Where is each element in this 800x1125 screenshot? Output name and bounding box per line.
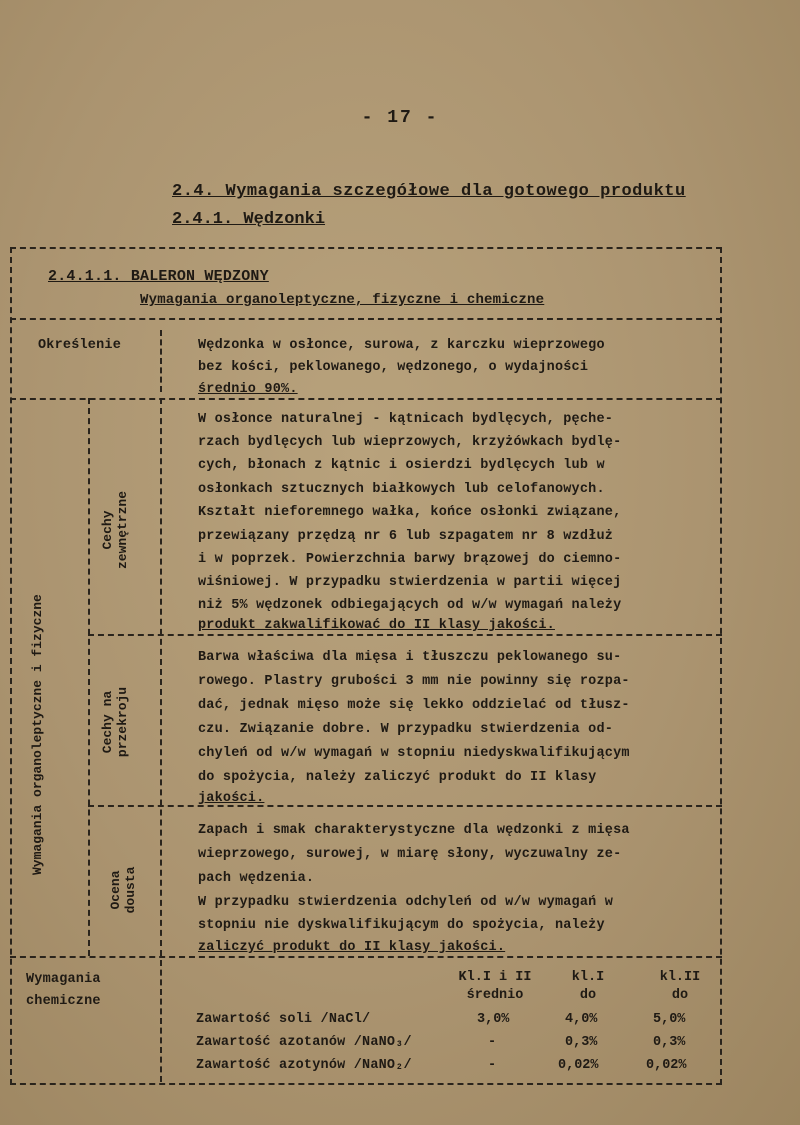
chem-row-avg: 3,0% [477,1012,510,1027]
cross-section-line: do spożycia, należy zaliczyć produkt do II klasy [198,770,597,785]
external-features-label: Cechy zewnętrzne [100,491,130,570]
chem-row-kl2: 5,0% [653,1012,686,1027]
chem-row-name: Zawartość azotanów /NaNO₃/ [196,1035,412,1050]
taste-line: stopniu nie dyskwalifikującym do spożycia, należy [198,918,605,933]
chemical-label: Wymagania [26,972,101,987]
external-line: osłonkach sztucznych białkowych lub celofanowych. [198,482,605,497]
cross-section-label: Cechy na przekroju [100,686,130,758]
rule-group-divider [88,398,90,956]
rule-subgroup-divider [160,398,162,956]
rule-under-definition [10,398,722,400]
chem-row-kl1: 0,3% [565,1035,598,1050]
cross-section-line: rowego. Plastry grubości 3 mm nie powinny się rozpa- [198,674,630,689]
chem-row-kl2: 0,02% [646,1058,687,1073]
heading-wedzonki: 2.4.1. Wędzonki [172,210,326,229]
chem-row-avg: - [488,1058,497,1073]
chem-header-kl2-sub: do [671,988,689,1003]
chem-header-kl1: kl.I [571,970,605,985]
definition-line: średnio 90%. [198,382,298,397]
taste-line: W przypadku stwierdzenia odchyleń od w/w wymagań w [198,895,614,910]
external-line: produkt zakwalifikować do II klasy jakości. [198,618,555,633]
definition-label: Określenie [38,338,122,353]
rule-definition-divider [160,330,162,392]
chem-row-kl2: 0,3% [653,1035,686,1050]
taste-line: zaliczyć produkt do II klasy jakości. [198,940,506,955]
section-subtitle: Wymagania organoleptyczne, fizyczne i chemiczne [140,292,545,308]
rule-under-cross-section [88,805,722,807]
external-line: cych, błonach z kątnic i osierdzi bydlęcych lub w [198,458,605,473]
section-title: 2.4.1.1. BALERON WĘDZONY [48,268,269,285]
chem-header-avg-sub: średnio [466,988,524,1003]
cross-section-line: chyleń od w/w wymagań w stopniu niedyskwalifikującym [198,746,630,761]
cross-section-line: czu. Związanie dobre. W przypadku stwierdzenia od- [198,722,614,737]
chem-header-avg: Kl.I i II [458,970,532,985]
rule-under-organoleptic [10,956,722,958]
definition-line: Wędzonka w osłonce, surowa, z karczku wieprzowego [198,338,605,353]
external-line: W osłonce naturalnej - kątnicach bydlęcych, pęche- [198,412,614,427]
taste-label: Ocena dousta [108,866,138,914]
rule-chemical-divider [160,960,162,1082]
rule-under-title [10,318,722,320]
organoleptic-group-label: Wymagania organoleptyczne i fizyczne [30,594,45,875]
heading-detailed-requirements: 2.4. Wymagania szczegółowe dla gotowego produktu [172,182,686,201]
external-line: Kształt nieforemnego wałka, końce osłonki związane, [198,505,622,520]
cross-section-line: jakości. [198,791,265,806]
taste-line: Zapach i smak charakterystyczne dla wędzonki z mięsa [198,823,630,838]
chem-header-kl2: kl.II [659,970,701,985]
definition-line: bez kości, peklowanego, wędzonego, o wydajności [198,360,589,375]
chem-row-avg: - [488,1035,497,1050]
taste-line: pach wędzenia. [198,871,315,886]
cross-section-line: Barwa właściwa dla mięsa i tłuszczu peklowanego su- [198,650,622,665]
chem-header-kl1-sub: do [579,988,597,1003]
chem-row-kl1: 4,0% [565,1012,598,1027]
chemical-label: chemiczne [26,994,101,1009]
chem-row-name: Zawartość azotynów /NaNO₂/ [196,1058,412,1073]
page-number: - 17 - [361,108,439,128]
external-line: przewiązany przędzą nr 6 lub szpagatem nr 8 wzdłuż [198,529,614,544]
external-line: niż 5% wędzonek odbiegających od w/w wymagań należy [198,598,622,613]
external-line: i w poprzek. Powierzchnia barwy brązowej do ciemno- [198,552,622,567]
cross-section-line: dać, jednak mięso może się lekko oddzielać od tłusz- [198,698,630,713]
chem-row-name: Zawartość soli /NaCl/ [196,1012,371,1027]
rule-under-external [88,634,722,636]
chem-row-kl1: 0,02% [558,1058,599,1073]
taste-line: wieprzowego, surowej, w miarę słony, wyczuwalny ze- [198,847,622,862]
external-line: rzach bydlęcych lub wieprzowych, krzyżówkach bydlę- [198,435,622,450]
external-line: wiśniowej. W przypadku stwierdzenia w partii więcej [198,575,622,590]
